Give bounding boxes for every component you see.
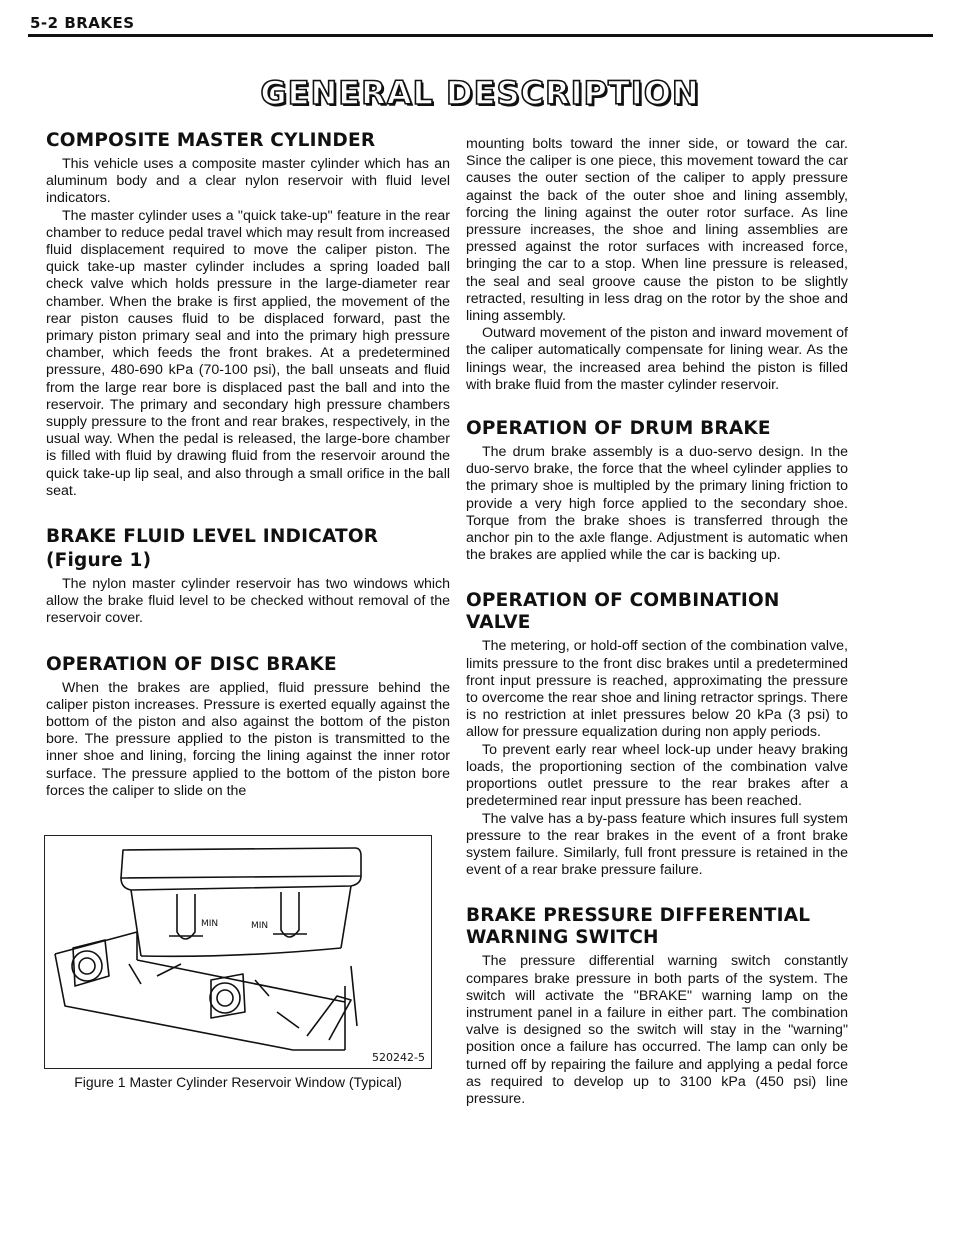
figure-caption: Figure 1 Master Cylinder Reservoir Window (Typical) [74,1074,402,1090]
heading-fluid-level-indicator: BRAKE FLUID LEVEL INDICATOR [46,526,379,548]
section-header: 5-2 BRAKES [30,14,135,32]
paragraph: The drum brake assembly is a duo-servo design. In the duo-servo brake, the force that the wheel cylinder applies to the primary shoe is multipled by the primary lining friction to provide a very high force applied to the secondary shoe. Torque from the brake shoes is transferred through the anchor pin to the axle flange. Adjustment is automatic when the brakes are applied while the car is backing up. [466,444,848,564]
figure-code: 520242-5 [372,1051,425,1064]
right-column [466,136,848,1108]
paragraph: Outward movement of the piston and inward movement of the caliper automatically compensate for lining wear. As the linings wear, the increased area behind the piston is filled with brake fluid from the master cylinder reservoir. [466,325,848,393]
paragraph: The master cylinder uses a "quick take-up" feature in the rear chamber to reduce pedal travel which may result from increased fluid displacement required to move the caliper piston. The quick take-up master cylinder includes a spring loaded ball check valve which holds pressure in the large-diameter rear chamber. When the brake is first applied, the movement of the rear piston causes fluid to be displaced forward, past the primary piston primary seal and into the primary high pressure chamber, which feeds the front brakes. At a predetermined pressure, 480-690 kPa (70-100 psi), the ball unseats and fluid from the large rear bore is displaced past the ball and into the reservoir. The primary and secondary high pressure chambers supply pressure to the front and rear brakes, respectively, in the usual way. When the pedal is released, the large-bore chamber is filled with fluid by drawing fluid from the reservoir around the quick take-up lip seal, and also through a small orifice in the ball seat. [46,207,450,499]
paragraph: When the brakes are applied, fluid pressure behind the caliper piston increases. Pressure is exerted equally against the bottom of the piston and also against the bottom of the piston bore. The pressure applied to the piston is transmitted to the inner shoe and lining, forcing the lining against the inner rotor surface. The pressure applied to the bottom of the piston bore forces the caliper to slide on the [46,679,450,799]
paragraph: This vehicle uses a composite master cylinder which has an aluminum body and a clear nylon reservoir with fluid level indicators. [46,156,450,207]
heading-warning-switch: WARNING SWITCH [466,927,659,949]
page-title: GENERAL DESCRIPTION [260,74,700,112]
figure-master-cylinder [44,835,432,1069]
paragraph: The valve has a by-pass feature which insures full system pressure to the rear brakes in the event of a front brake system failure. Similarly, full front pressure is retained in the event of a rear brake pressure failure. [466,810,848,879]
heading-disc-brake: OPERATION OF DISC BRAKE [46,653,337,675]
heading-pressure-differential: BRAKE PRESSURE DIFFERENTIAL [466,905,811,927]
paragraph: mounting bolts toward the inner side, or toward the car. Since the caliper is one piece, this movement toward the car causes the outer section of the caliper to apply pressure against the back of the outer shoe and lining assembly, forcing the lining against the outer rotor surface. As line pressure increases, the shoe and lining assemblies are pressed against the rotor surfaces with increased force, bringing the car to a stop. When line pressure is released, the seal and seal groove cause the piston to be slightly retracted, resulting in less drag on the rotor by the shoe and lining assembly. [466,136,848,325]
left-column [46,130,450,800]
heading-figure-ref: (Figure 1) [46,550,152,572]
paragraph: The nylon master cylinder reservoir has two windows which allow the brake fluid level to be checked without removal of the reservoir cover. [46,576,450,627]
header-rule [28,34,933,37]
min-label-left: MIN [201,919,219,929]
heading-drum-brake: OPERATION OF DRUM BRAKE [466,418,771,440]
master-cylinder-drawing [45,836,431,1068]
heading-composite-master-cylinder: COMPOSITE MASTER CYLINDER [46,130,376,151]
min-label-right: MIN [251,921,269,931]
paragraph: The metering, or hold-off section of the combination valve, limits pressure to the front disc brakes until a predetermined front input pressure is reached, approximating the pressure to overcome the rear shoe and lining retractor springs. There is no restriction at inlet pressures below 20 kPa (3 psi) to allow for pressure equalization during non apply periods. [466,638,848,741]
heading-combination-valve: OPERATION OF COMBINATION VALVE [466,590,780,634]
paragraph: The pressure differential warning switch constantly compares brake pressure in both parts of the system. The switch will activate the "BRAKE" warning lamp on the instrument panel in a failure in either part. The combination valve is designed so the switch will stay in the "warning" position once a failure has occurred. The lamp can only be turned off by repairing the failure and applying a pedal force as required to develop up to 3100 kPa (450 psi) line pressure. [466,953,848,1107]
paragraph: To prevent early rear wheel lock-up under heavy braking loads, the proportioning section of the combination valve proportions outlet pressure to the rear brakes after a predetermined rear input pressure has been reached. [466,741,848,810]
